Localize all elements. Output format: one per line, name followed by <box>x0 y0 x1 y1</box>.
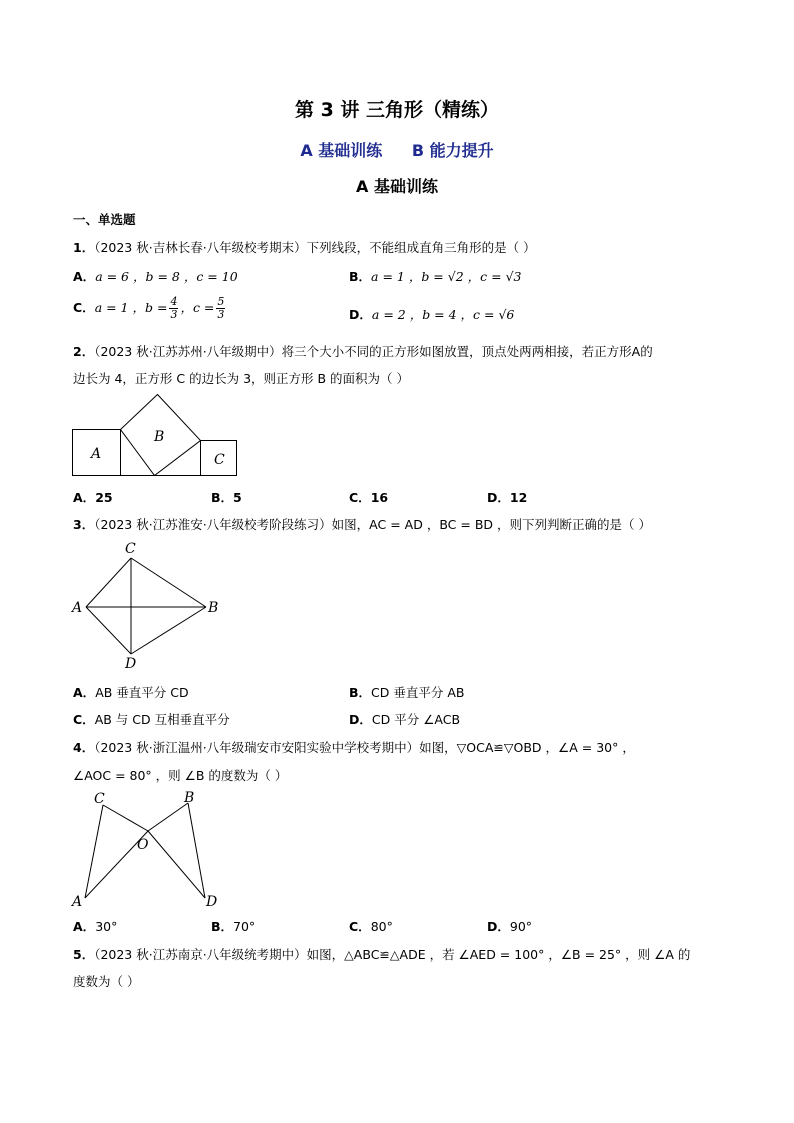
question-2-line2: 边长为 4，正方形 C 的边长为 3，则正方形 B 的面积为（ ） <box>73 371 410 386</box>
link-ability-improvement[interactable]: B 能力提升 <box>411 141 494 160</box>
q4-option-b[interactable] <box>211 917 255 935</box>
option-text: CD 垂直平分 AB <box>371 685 465 700</box>
link-basic-training[interactable]: A 基础训练 <box>300 141 383 160</box>
segment-od <box>148 831 205 898</box>
segment-da <box>86 607 131 654</box>
question-number: 5． <box>73 947 95 962</box>
option-text: 80° <box>370 919 393 934</box>
option-label: D． <box>487 919 510 934</box>
option-label: A． <box>73 269 96 284</box>
option-text: 30° <box>95 919 118 934</box>
label-a: A <box>72 894 83 908</box>
option-text: 90° <box>509 919 533 934</box>
option-label: B． <box>349 685 372 700</box>
fraction <box>169 296 178 321</box>
option-text: ，c = <box>180 300 215 315</box>
option-label: B． <box>211 919 234 934</box>
label-c: C <box>214 452 225 468</box>
bowtie-figure <box>68 788 228 908</box>
question-stem: （2023 秋·浙江温州·八年级瑞安市安阳实验中学校考期中）如图，▽OCA≌▽OBD ，∠A = 30° ， <box>94 740 635 755</box>
denominator: 3 <box>217 308 225 321</box>
part-heading: 一、单选题 <box>73 212 136 227</box>
option-label: A． <box>73 490 96 505</box>
label-d: D <box>125 656 137 670</box>
option-text: a = 6 ，b = 8 ，c = 10 <box>95 269 238 284</box>
question-number: 3． <box>73 517 95 532</box>
subtitle-links <box>0 138 794 161</box>
option-label: D． <box>487 490 510 505</box>
squares-figure <box>70 390 242 482</box>
question-number: 4． <box>73 740 95 755</box>
option-text: 70° <box>233 919 256 934</box>
label-d: D <box>206 894 218 908</box>
label-a: A <box>91 446 102 462</box>
question-number: 2． <box>73 344 95 359</box>
q3-option-c[interactable] <box>73 710 230 728</box>
kite-figure <box>68 538 228 670</box>
question-number: 1． <box>73 240 95 255</box>
numerator: 4 <box>170 295 178 308</box>
label-b: B <box>184 790 195 806</box>
segment-ca <box>85 805 103 898</box>
q1-option-a[interactable] <box>73 267 238 285</box>
label-o: O <box>137 837 149 853</box>
label-b: B <box>208 600 219 616</box>
segment-co <box>103 805 148 831</box>
question-1 <box>73 238 536 256</box>
option-text: 12 <box>509 490 528 505</box>
q4-option-c[interactable] <box>349 917 393 935</box>
question-3 <box>73 515 651 533</box>
option-text: 25 <box>95 490 113 505</box>
page-title: 第 3 讲 三角形（精练） <box>294 99 500 121</box>
option-text: a = 2 ，b = 4 ，c = √6 <box>371 307 515 322</box>
option-text: 16 <box>370 490 389 505</box>
q3-option-b[interactable] <box>349 683 464 701</box>
option-text: a = 1 ，b = √2 ，c = √3 <box>371 269 522 284</box>
option-label: C． <box>73 712 95 727</box>
denominator: 3 <box>170 308 178 321</box>
section-heading: A 基础训练 <box>356 177 438 196</box>
label-a: A <box>72 600 83 616</box>
question-4 <box>73 738 635 756</box>
option-text: 5 <box>233 490 242 505</box>
q1-option-d[interactable] <box>349 305 514 323</box>
option-label: A． <box>73 919 96 934</box>
q2-option-c[interactable] <box>349 488 388 506</box>
option-text: AB 垂直平分 CD <box>95 685 189 700</box>
segment-bd <box>131 607 206 654</box>
fraction <box>216 296 225 321</box>
option-label: D． <box>349 307 372 322</box>
segment-ob <box>148 803 188 831</box>
option-text: CD 平分 ∠ACB <box>371 712 461 727</box>
q2-option-a[interactable] <box>73 488 113 506</box>
question-stem: （2023 秋·江苏南京·八年级统考期中）如图，△ABC≌△ADE ，若 ∠AED = 100° ，∠B = 25° ，则 ∠A 的 <box>94 947 691 962</box>
question-4-line2: ∠AOC = 80° ，则 ∠B 的度数为（ ） <box>73 768 288 783</box>
option-label: C． <box>73 300 95 315</box>
option-label: B． <box>349 269 372 284</box>
question-stem: （2023 秋·江苏苏州·八年级期中）将三个大小不同的正方形如图放置，顶点处两两相接，若正方形A的 <box>94 344 653 359</box>
option-text: AB 与 CD 互相垂直平分 <box>94 712 230 727</box>
option-label: C． <box>349 919 371 934</box>
label-c: C <box>94 791 105 807</box>
option-label: C． <box>349 490 371 505</box>
question-5-line2: 度数为（ ） <box>73 974 140 989</box>
option-label: B． <box>211 490 234 505</box>
segment-bd <box>188 803 205 898</box>
label-b: B <box>154 429 165 445</box>
segment-ac <box>86 558 131 607</box>
option-label: A． <box>73 685 96 700</box>
question-2 <box>73 342 653 360</box>
option-label: D． <box>349 712 372 727</box>
option-text: a = 1 ，b = <box>94 300 168 315</box>
question-stem: （2023 秋·江苏淮安·八年级校考阶段练习）如图，AC = AD ，BC = BD ，则下列判断正确的是（ ） <box>94 517 651 532</box>
q2-option-d[interactable] <box>487 488 527 506</box>
q4-option-a[interactable] <box>73 917 117 935</box>
segment-cb <box>131 558 206 607</box>
label-c: C <box>125 541 136 557</box>
question-stem: （2023 秋·吉林长春·八年级校考期末）下列线段，不能组成直角三角形的是（ ） <box>94 240 536 255</box>
q2-option-b[interactable] <box>211 488 242 506</box>
question-5 <box>73 945 690 963</box>
q3-option-d[interactable] <box>349 710 460 728</box>
q1-option-b[interactable] <box>349 267 521 285</box>
q3-option-a[interactable] <box>73 683 189 701</box>
q1-option-c[interactable] <box>73 296 227 321</box>
q4-option-d[interactable] <box>487 917 532 935</box>
numerator: 5 <box>217 295 225 308</box>
